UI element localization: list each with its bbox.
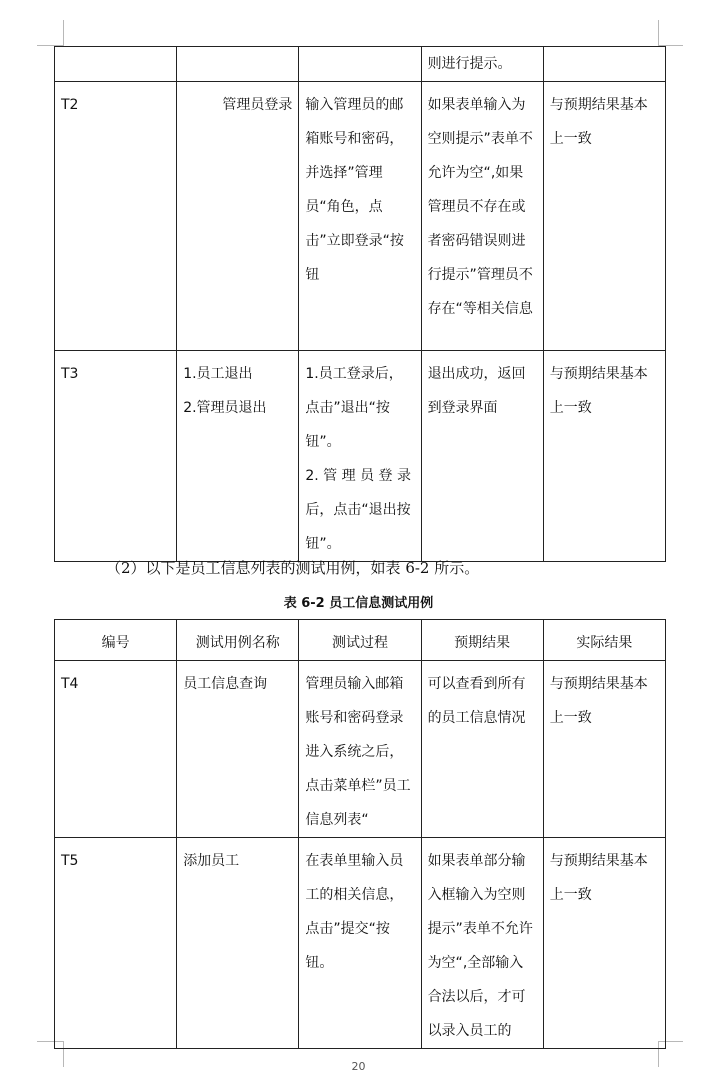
case-id: T2 <box>55 82 177 351</box>
case-process <box>299 47 421 82</box>
case-actual-text: 与预期结果基本上一致 <box>549 853 648 903</box>
header-id: 编号 <box>55 620 177 661</box>
table-row <box>55 838 666 1049</box>
header-actual: 实际结果 <box>543 620 665 661</box>
case-process <box>299 351 421 562</box>
case-name: 添加员工 <box>177 838 299 1049</box>
case-actual-text: 与预期结果基本上一致 <box>549 366 648 416</box>
case-name <box>177 351 299 562</box>
case-expected: 则进行提示。 <box>421 47 543 82</box>
case-name-line: 2.管理员退出 <box>183 400 267 416</box>
case-name-line: 1.员工退出 <box>183 366 253 382</box>
table-header-row <box>55 620 666 661</box>
case-process-line: 1.员工登录后，点击”退出“按钮”。 <box>305 366 403 450</box>
case-expected <box>421 838 543 1049</box>
case-name <box>177 47 299 82</box>
case-actual <box>543 838 665 1049</box>
case-process <box>299 838 421 1049</box>
case-expected-text: 如果表单部分输入框输入为空则提示”表单不允许为空“,全部输入合法以后，才可以录入员工的 <box>427 853 533 1039</box>
case-process-line: 2. 管 理 员 登 录后，点击“退出按钮”。 <box>305 468 411 552</box>
case-actual-text: 与预期结果基本上一致 <box>549 676 648 726</box>
case-expected <box>421 82 543 351</box>
section-paragraph: （2）以下是员工信息列表的测试用例，如表 6-2 所示。 <box>106 559 480 577</box>
header-process: 测试过程 <box>299 620 421 661</box>
case-process-text: 在表单里输入员工的相关信息，点击”提交“按钮。 <box>305 853 404 971</box>
crop-mark-top-right <box>658 20 683 46</box>
case-process <box>299 661 421 838</box>
case-id: T4 <box>55 661 177 838</box>
case-expected-text: 可以查看到所有的员工信息情况 <box>427 676 526 726</box>
case-id: T5 <box>55 838 177 1049</box>
case-name: 员工信息查询 <box>177 661 299 838</box>
table-row <box>55 661 666 838</box>
table-caption: 表 6-2 员工信息测试用例 <box>283 596 434 611</box>
case-id <box>55 47 177 82</box>
case-expected <box>421 351 543 562</box>
header-name: 测试用例名称 <box>177 620 299 661</box>
case-actual <box>543 351 665 562</box>
case-name: 管理员登录 <box>177 82 299 351</box>
case-process-text: 管理员输入邮箱账号和密码登录进入系统之后，点击菜单栏”员工信息列表“ <box>305 676 411 828</box>
case-actual <box>543 47 665 82</box>
case-process-text: 输入管理员的邮箱账号和密码，并选择”管理员“角色，点击”立即登录“按钮 <box>305 97 404 283</box>
case-process <box>299 82 421 351</box>
case-id: T3 <box>55 351 177 562</box>
crop-mark-top-left <box>37 20 64 46</box>
test-case-table-continued <box>54 46 666 562</box>
case-expected-text: 如果表单输入为空则提示”表单不允许为空“,如果管理员不存在或者密码错误则进行提示”管理员不存在“等相关信息 <box>427 97 533 317</box>
table-row <box>55 47 666 82</box>
header-expected: 预期结果 <box>421 620 543 661</box>
page-number: 20 <box>351 1060 366 1073</box>
case-actual-text: 与预期结果基本上一致 <box>549 97 648 147</box>
case-actual <box>543 661 665 838</box>
employee-info-test-table <box>54 619 666 1049</box>
case-expected-text: 退出成功，返回到登录界面 <box>427 366 526 416</box>
table-row <box>55 82 666 351</box>
table-row <box>55 351 666 562</box>
case-expected <box>421 661 543 838</box>
case-actual <box>543 82 665 351</box>
